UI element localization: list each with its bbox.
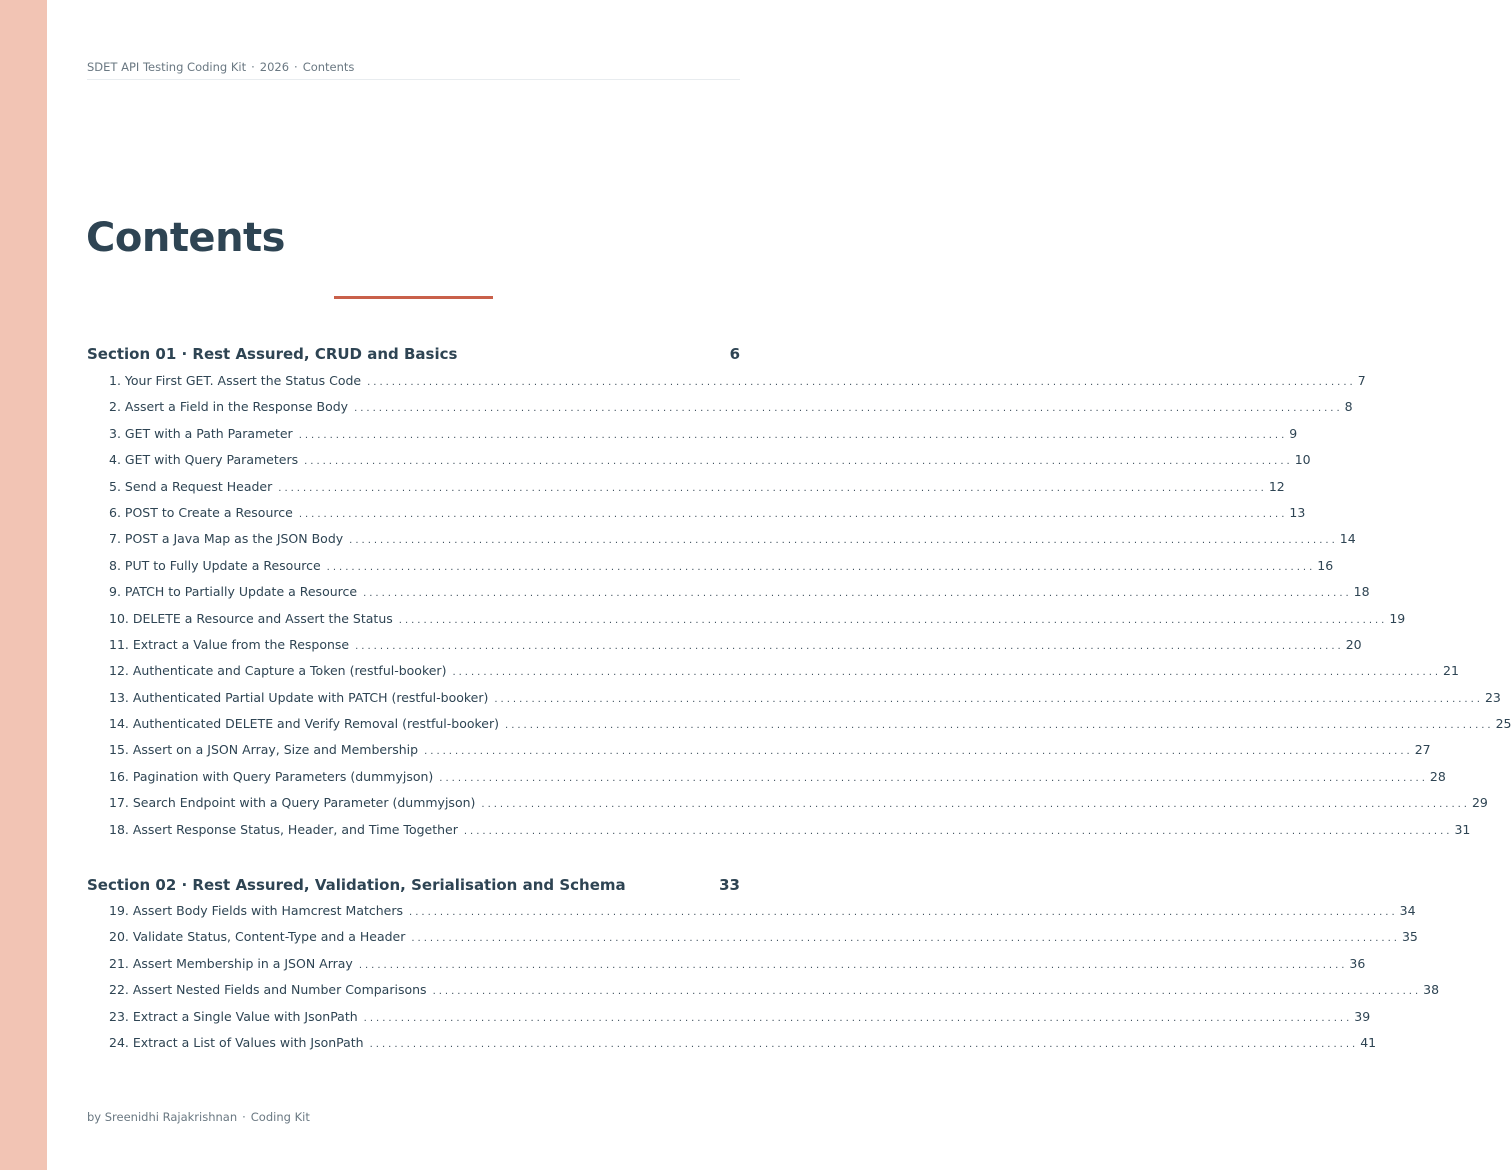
section-title: Section 02 · Rest Assured, Validation, Serialisation and Schema	[87, 876, 626, 894]
toc-entry[interactable]	[109, 903, 1416, 929]
toc-entry[interactable]	[109, 425, 1298, 452]
section-heading[interactable]	[87, 345, 740, 365]
toc-dot-leader: ................................................................................................................................................................	[363, 588, 1352, 600]
toc-dot-leader: ................................................................................................................................................................	[439, 772, 1428, 784]
toc-entry[interactable]	[109, 982, 1440, 1008]
toc-dot-leader: ................................................................................................................................................................	[298, 429, 1288, 441]
toc-entry-label: 5. Send a Request Header	[109, 478, 273, 494]
toc-entry-label: 22. Assert Nested Fields and Number Comparisons	[109, 982, 427, 998]
toc-entry-page-number: 10	[1294, 452, 1311, 468]
toc-entry[interactable]	[109, 636, 1362, 663]
toc-entry[interactable]	[109, 584, 1370, 610]
toc-entry-label: 21. Assert Membership in a JSON Array	[109, 955, 353, 971]
toc-entry-page-number: 20	[1345, 636, 1362, 652]
section-page-number: 6	[729, 345, 740, 363]
toc-entry-page-number: 21	[1443, 663, 1459, 679]
toc-entry-label: 14. Authenticated DELETE and Verify Removal (restful-booker)	[109, 716, 500, 732]
toc-dot-leader: ................................................................................................................................................................	[278, 482, 1267, 494]
toc-entry-label: 9. PATCH to Partially Update a Resource	[109, 584, 358, 600]
toc-list	[109, 903, 1440, 1061]
toc-dot-leader: ................................................................................................................................................................	[409, 907, 1398, 918]
toc-dot-leader: ................................................................................................................................................................	[358, 959, 1348, 971]
toc-entry-page-number: 31	[1454, 821, 1471, 837]
footer-author: by Sreenidhi Rajakrishnan	[87, 1110, 238, 1124]
toc-entry-label: 4. GET with Query Parameters	[109, 452, 299, 468]
toc-dot-leader: ................................................................................................................................................................	[481, 799, 1470, 811]
toc-entry[interactable]	[109, 955, 1366, 982]
toc-dot-leader: ................................................................................................................................................................	[424, 746, 1413, 758]
toc-entry-page-number: 19	[1389, 610, 1406, 626]
toc-entry-label: 7. POST a Java Map as the JSON Body	[109, 531, 344, 547]
toc-entry-page-number: 14	[1339, 531, 1356, 547]
toc-entry[interactable]	[109, 504, 1306, 531]
toc-entry[interactable]	[109, 531, 1356, 557]
toc-entry-page-number: 18	[1353, 584, 1370, 600]
header-page-name: Contents	[302, 60, 355, 74]
section-page-number: 33	[719, 876, 740, 894]
toc-entry-page-number: 27	[1414, 742, 1431, 758]
toc-entry[interactable]	[109, 795, 1488, 821]
toc-entry[interactable]	[109, 399, 1353, 425]
toc-entry-label: 6. POST to Create a Resource	[109, 504, 293, 520]
toc-entry-page-number: 39	[1354, 1008, 1371, 1024]
toc-entry[interactable]	[109, 610, 1406, 637]
page-title: Contents	[86, 215, 285, 261]
toc-dot-leader: ................................................................................................................................................................	[452, 667, 1442, 679]
toc-entry-page-number: 8	[1344, 399, 1353, 415]
section-title: Section 01 · Rest Assured, CRUD and Basics	[87, 345, 458, 363]
toc-entry[interactable]	[109, 768, 1446, 795]
toc-entry-page-number: 25	[1495, 716, 1512, 732]
toc-entry-page-number: 9	[1289, 425, 1298, 441]
header-year: 2026	[259, 60, 290, 74]
footer-label: Coding Kit	[250, 1110, 310, 1124]
toc-entry[interactable]	[109, 716, 1512, 742]
header-separator: ·	[251, 60, 255, 74]
toc-entry-label: 18. Assert Response Status, Header, and Time Together	[109, 821, 458, 837]
toc-dot-leader: ................................................................................................................................................................	[326, 561, 1316, 573]
section-heading[interactable]	[87, 876, 740, 896]
toc-dot-leader: ................................................................................................................................................................	[298, 508, 1288, 520]
header-separator: ·	[294, 60, 298, 74]
toc-entry-label: 1. Your First GET. Assert the Status Code	[109, 373, 362, 388]
toc-entry-label: 20. Validate Status, Content-Type and a Header	[109, 929, 406, 945]
title-underline	[334, 296, 493, 299]
toc-entry-label: 17. Search Endpoint with a Query Parameter (dummyjson)	[109, 795, 476, 811]
toc-dot-leader: ................................................................................................................................................................	[505, 720, 1494, 732]
toc-entry-label: 12. Authenticate and Capture a Token (restful-booker)	[109, 663, 447, 679]
toc-entry[interactable]	[109, 663, 1459, 689]
toc-entry-label: 10. DELETE a Resource and Assert the Status	[109, 610, 393, 626]
toc-dot-leader: ................................................................................................................................................................	[354, 403, 1343, 415]
toc-entry[interactable]	[109, 557, 1334, 584]
toc-entry-page-number: 12	[1268, 478, 1285, 494]
toc-dot-leader: ................................................................................................................................................................	[367, 377, 1356, 388]
toc-dot-leader: ................................................................................................................................................................	[463, 825, 1453, 837]
toc-entry-label: 13. Authenticated Partial Update with PATCH (restful-booker)	[109, 689, 489, 705]
toc-entry-label: 2. Assert a Field in the Response Body	[109, 399, 349, 415]
header-book-title: SDET API Testing Coding Kit	[87, 60, 247, 74]
toc-entry-page-number: 23	[1484, 689, 1501, 705]
toc-entry[interactable]	[109, 821, 1471, 848]
toc-dot-leader: ................................................................................................................................................................	[398, 614, 1388, 626]
toc-entry-label: 3. GET with a Path Parameter	[109, 425, 293, 441]
toc-entry-label: 8. PUT to Fully Update a Resource	[109, 557, 321, 573]
toc-dot-leader: ................................................................................................................................................................	[494, 693, 1483, 705]
page-footer	[87, 1110, 310, 1124]
toc-entry-page-number: 36	[1349, 955, 1366, 971]
toc-dot-leader: ................................................................................................................................................................	[304, 456, 1293, 468]
toc-entry-page-number: 38	[1423, 982, 1440, 998]
toc-dot-leader: ................................................................................................................................................................	[369, 1038, 1359, 1050]
toc-dot-leader: ................................................................................................................................................................	[432, 986, 1422, 998]
running-header	[87, 60, 740, 80]
toc-entry-label: 24. Extract a List of Values with JsonPath	[109, 1034, 364, 1050]
toc-entry[interactable]	[109, 689, 1501, 716]
toc-entry[interactable]	[109, 478, 1285, 505]
toc-entry-page-number: 34	[1399, 903, 1416, 918]
toc-entry-label: 19. Assert Body Fields with Hamcrest Matchers	[109, 903, 404, 918]
toc-dot-leader: ................................................................................................................................................................	[349, 535, 1338, 547]
toc-entry[interactable]	[109, 452, 1311, 478]
toc-entry-page-number: 13	[1289, 504, 1306, 520]
footer-separator: ·	[242, 1110, 246, 1124]
toc-entry-label: 15. Assert on a JSON Array, Size and Membership	[109, 742, 419, 758]
toc-entry-page-number: 35	[1401, 929, 1418, 945]
toc-entry-label: 16. Pagination with Query Parameters (dummyjson)	[109, 768, 434, 784]
toc-entry-page-number: 7	[1357, 373, 1366, 388]
toc-dot-leader: ................................................................................................................................................................	[411, 933, 1400, 945]
toc-entry-page-number: 28	[1429, 768, 1446, 784]
toc-entry-page-number: 41	[1360, 1034, 1377, 1050]
toc-entry[interactable]	[109, 929, 1418, 955]
toc-entry-label: 23. Extract a Single Value with JsonPath	[109, 1008, 358, 1024]
toc-entry[interactable]	[109, 1034, 1377, 1061]
toc-dot-leader: ................................................................................................................................................................	[355, 640, 1344, 652]
toc-entry-page-number: 16	[1317, 557, 1334, 573]
toc-list	[109, 373, 1512, 848]
toc-entry[interactable]	[109, 373, 1366, 399]
side-accent-stripe	[0, 0, 47, 1170]
toc-dot-leader: ................................................................................................................................................................	[363, 1012, 1353, 1024]
toc-entry[interactable]	[109, 1008, 1371, 1035]
toc-entry-page-number: 29	[1471, 795, 1488, 811]
toc-entry[interactable]	[109, 742, 1431, 768]
toc-entry-label: 11. Extract a Value from the Response	[109, 636, 350, 652]
